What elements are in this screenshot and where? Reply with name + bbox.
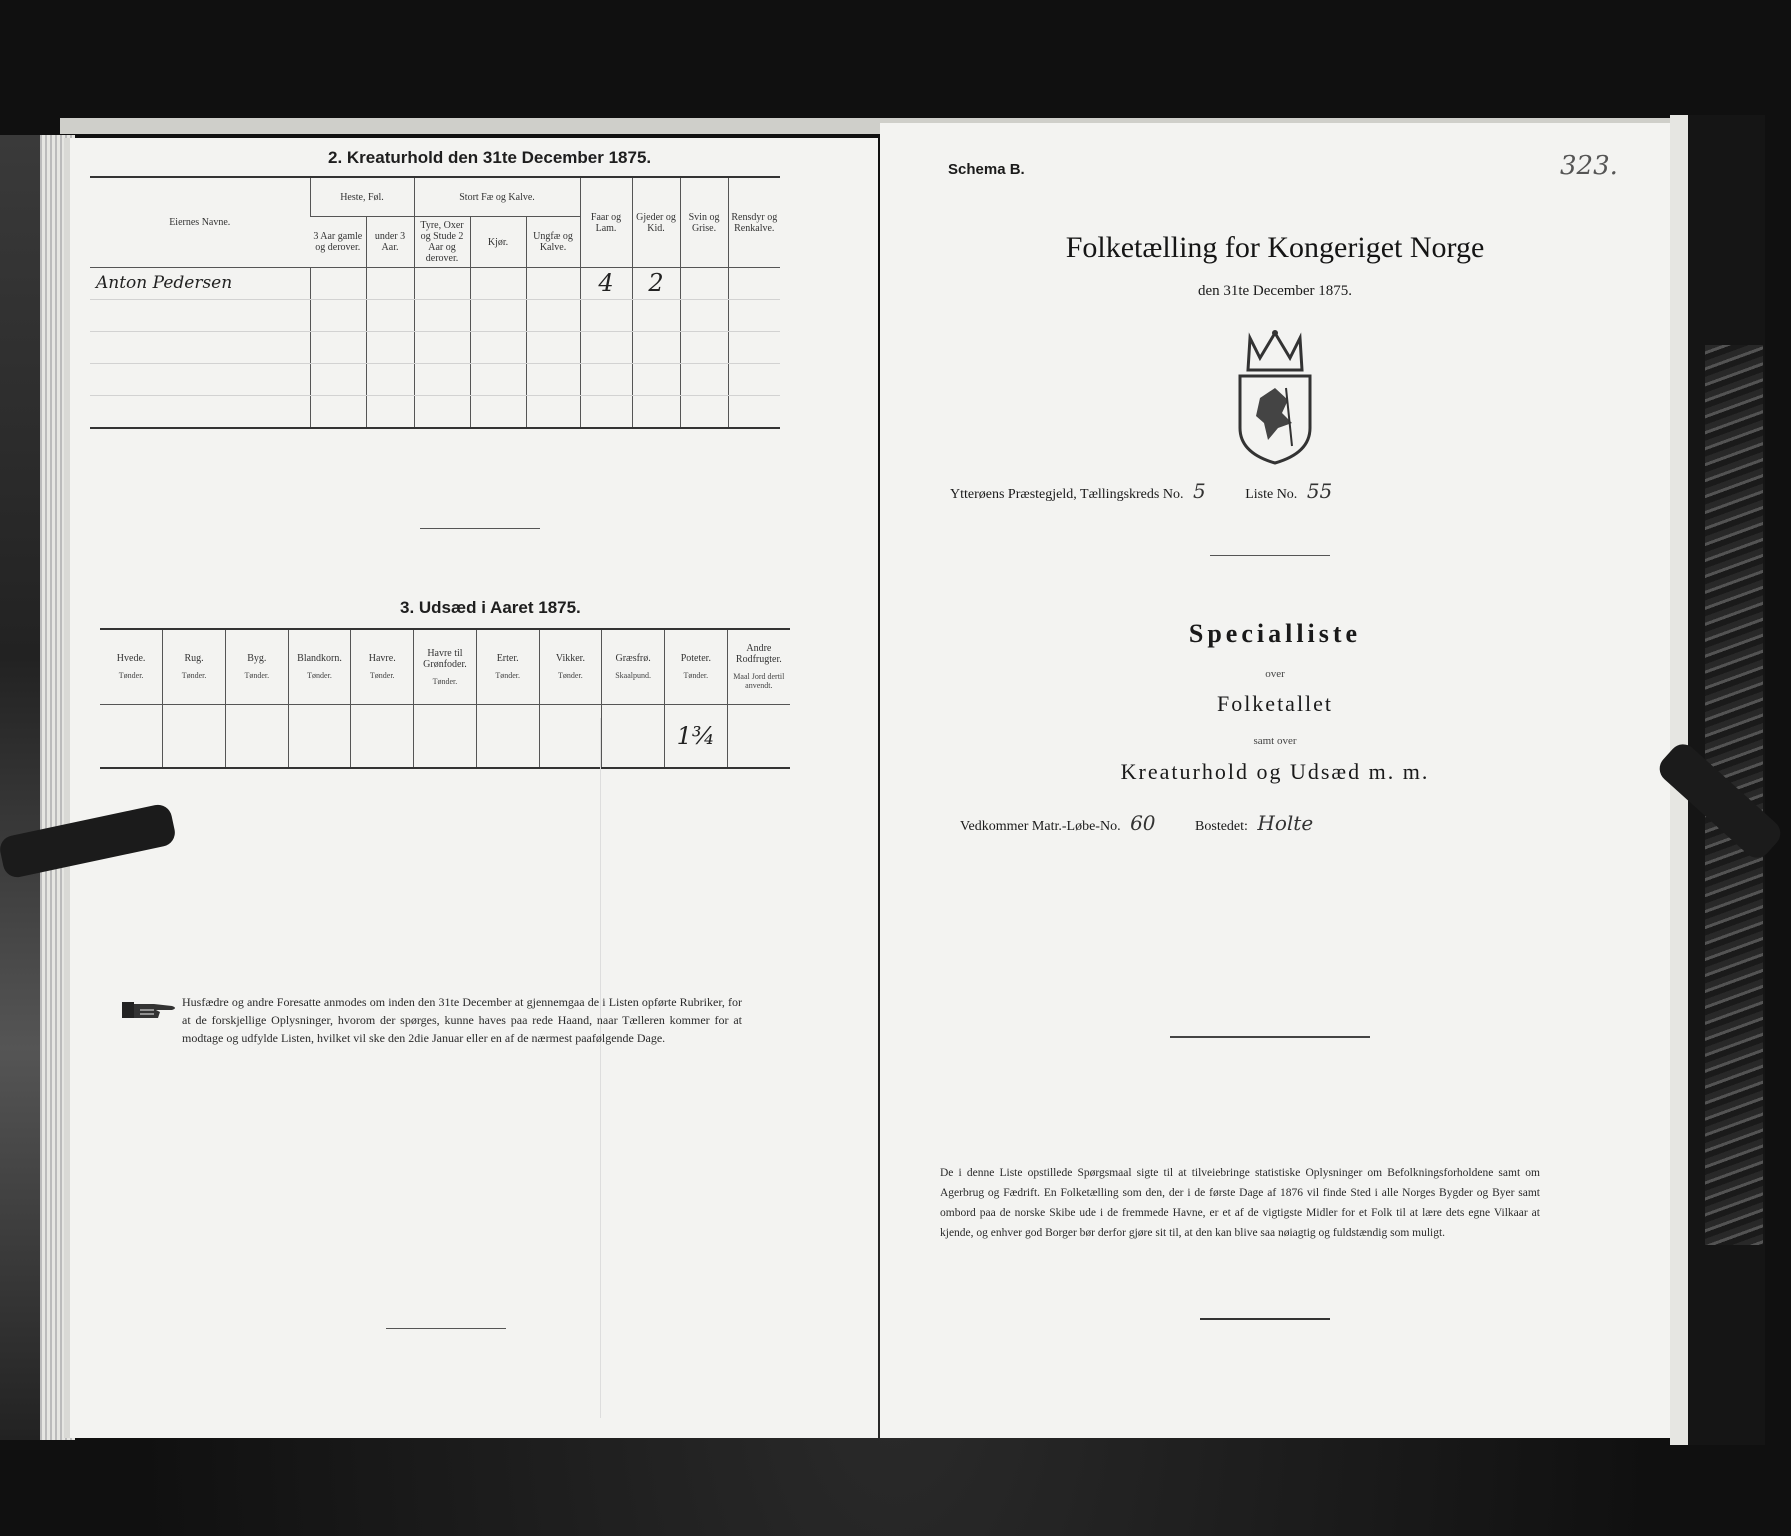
seed-col-8 xyxy=(602,629,665,705)
group-stort-fae: Stort Fæ og Kalve. xyxy=(414,177,580,217)
seed-col-0 xyxy=(100,629,163,705)
specialliste-heading: Specialliste xyxy=(1188,619,1362,648)
bosted-label: Bostedet: xyxy=(1195,819,1248,834)
livestock-table xyxy=(90,176,780,429)
separator-rule xyxy=(1170,1036,1370,1038)
seed-col-2 xyxy=(225,629,288,705)
pointing-hand-icon xyxy=(120,996,180,1024)
seed-col-name: Byg. xyxy=(247,653,267,665)
seed-col-unit: Tønder. xyxy=(683,671,709,681)
liste-value: 55 xyxy=(1306,479,1333,503)
col-ungfae: Ungfæ og Kalve. xyxy=(526,217,580,268)
table-row xyxy=(90,268,780,300)
seed-col-1 xyxy=(163,629,226,705)
bosted-value: Holte xyxy=(1257,811,1314,835)
seed-col-unit: Tønder. xyxy=(181,671,207,681)
seed-col-10 xyxy=(727,629,790,705)
seed-cell xyxy=(288,705,351,769)
bottom-rule xyxy=(1200,1318,1330,1320)
document-title: Folketælling for Kongeriget Norge xyxy=(1065,231,1485,264)
seed-col-unit: Tønder. xyxy=(495,671,520,681)
seed-col-unit: Tønder. xyxy=(432,676,458,686)
right-page xyxy=(880,123,1670,1438)
left-page xyxy=(70,138,878,1438)
instruction-notice: Husfædre og andre Foresatte anmodes om inden den 31te December at gjennemgaa de i Listen opførte Rubriker, for at de forskjellige Oplysninger, hvorom der spørges, kunne haves paa rede Haand, naar Tælleren kommer for at modtage og udfylde Listen, hvilket vil ske den 2die Januar eller en af de nærmest paafølgende Dage. xyxy=(182,995,742,1045)
liste-label: Liste No. xyxy=(1245,487,1298,502)
seed-cell xyxy=(539,705,602,769)
table-row xyxy=(90,396,780,429)
seed-col-unit: Tønder. xyxy=(369,671,395,681)
seed-col-unit: Tønder. xyxy=(307,671,332,681)
seed-table xyxy=(100,628,790,769)
col-heste-under3: under 3 Aar. xyxy=(366,217,414,268)
kreds-label: Tællingskreds No. xyxy=(1080,487,1184,502)
samt-over-text: samt over xyxy=(1253,735,1297,747)
col-heste-over3: 3 Aar gamle og derover. xyxy=(310,217,366,268)
seed-col-unit: Tønder. xyxy=(244,671,270,681)
table-row xyxy=(100,705,790,769)
prestegjeld-label: Ytterøens Præstegjeld, xyxy=(950,487,1077,502)
col-tyre: Tyre, Oxer og Stude 2 Aar og derover. xyxy=(414,217,470,268)
table-row xyxy=(90,300,780,332)
seed-cell xyxy=(414,705,477,769)
faar-value: 4 xyxy=(580,268,632,300)
seed-col-unit: Tønder. xyxy=(558,671,583,681)
seed-col-7 xyxy=(539,629,602,705)
bottom-rule xyxy=(386,1328,506,1329)
seed-col-name: Andre Rodfrugter. xyxy=(735,643,782,666)
seed-col-name: Havre. xyxy=(368,653,396,665)
norway-coat-of-arms-icon xyxy=(1220,328,1330,468)
seed-col-name: Hvede. xyxy=(116,653,146,665)
seed-cell xyxy=(100,705,163,769)
gjeder-value: 2 xyxy=(632,268,680,300)
group-heste: Heste, Føl. xyxy=(310,177,414,217)
seed-col-name: Vikker. xyxy=(555,653,585,665)
seed-col-name: Poteter. xyxy=(680,653,711,665)
folketallet-heading: Folketallet xyxy=(1216,691,1334,716)
matr-label: Vedkommer Matr.-Løbe-No. xyxy=(960,819,1121,834)
seed-cell xyxy=(163,705,226,769)
matr-value: 60 xyxy=(1130,811,1156,835)
seed-col-name: Havre til Grønfoder. xyxy=(423,647,467,670)
seed-cell xyxy=(602,705,665,769)
seed-cell xyxy=(476,705,539,769)
seed-col-9 xyxy=(664,629,727,705)
seed-col-3 xyxy=(288,629,351,705)
poteter-value: 1¾ xyxy=(664,705,727,769)
kreds-value: 5 xyxy=(1192,479,1206,503)
table-row xyxy=(90,332,780,364)
seed-cell xyxy=(727,705,790,769)
seed-col-unit: Maal Jord dertil anvendt. xyxy=(733,672,785,690)
owner-name: Anton Pedersen xyxy=(90,268,310,300)
seed-col-name: Rug. xyxy=(184,653,204,665)
seed-col-unit: Skaalpund. xyxy=(615,671,651,681)
separator-rule xyxy=(1210,555,1330,556)
section3-title: 3. Udsæd i Aaret 1875. xyxy=(400,598,581,617)
matr-line xyxy=(960,811,1319,835)
col-owner-names: Eiernes Navne. xyxy=(90,177,310,268)
kreaturhold-heading: Kreaturhold og Udsæd m. m. xyxy=(1120,759,1430,784)
seed-col-6 xyxy=(476,629,539,705)
seed-col-5 xyxy=(414,629,477,705)
section2-title: 2. Kreaturhold den 31te December 1875. xyxy=(328,148,652,167)
separator-rule xyxy=(420,528,540,529)
col-kjor: Kjør. xyxy=(470,217,526,268)
seed-col-name: Erter. xyxy=(496,653,519,665)
document-date: den 31te December 1875. xyxy=(1197,283,1353,299)
seed-col-unit: Tønder. xyxy=(118,671,144,681)
col-svin: Svin og Grise. xyxy=(680,177,728,268)
seed-col-name: Græsfrø. xyxy=(615,653,651,665)
seed-col-name: Blandkorn. xyxy=(297,653,342,665)
book-left-edge xyxy=(0,135,75,1440)
table-row xyxy=(90,364,780,396)
col-faar: Faar og Lam. xyxy=(580,177,632,268)
schema-label: Schema B. xyxy=(948,161,1025,178)
seed-cell xyxy=(225,705,288,769)
col-rensdyr: Rensdyr og Renkalve. xyxy=(728,177,780,268)
over-text: over xyxy=(1265,668,1285,680)
seed-col-4 xyxy=(351,629,414,705)
district-line xyxy=(950,479,1338,503)
folio-number: 323. xyxy=(1560,151,1618,181)
col-gjeder: Gjeder og Kid. xyxy=(632,177,680,268)
seed-cell xyxy=(351,705,414,769)
census-purpose-text: De i denne Liste opstillede Spørgsmaal sigte til at tilveiebringe statistiske Oplysninger om Befolkningsforholdene samt om Agerbrug og Fædrift. En Folketælling som den, der i de første Dage af 1876 vil finde Sted i alle Norges Bygder og Byer samt ombord paa de norske Skibe ude i de fremmede Havne, er et af de vigtigste Midler for et Folk til at lære dets egne Vilkaar at kjende, og enhver god Borger bør derfor gjøre sit til, at den kan blive saa nøiagtig og fuldstændig som muligt. xyxy=(940,1167,1540,1239)
